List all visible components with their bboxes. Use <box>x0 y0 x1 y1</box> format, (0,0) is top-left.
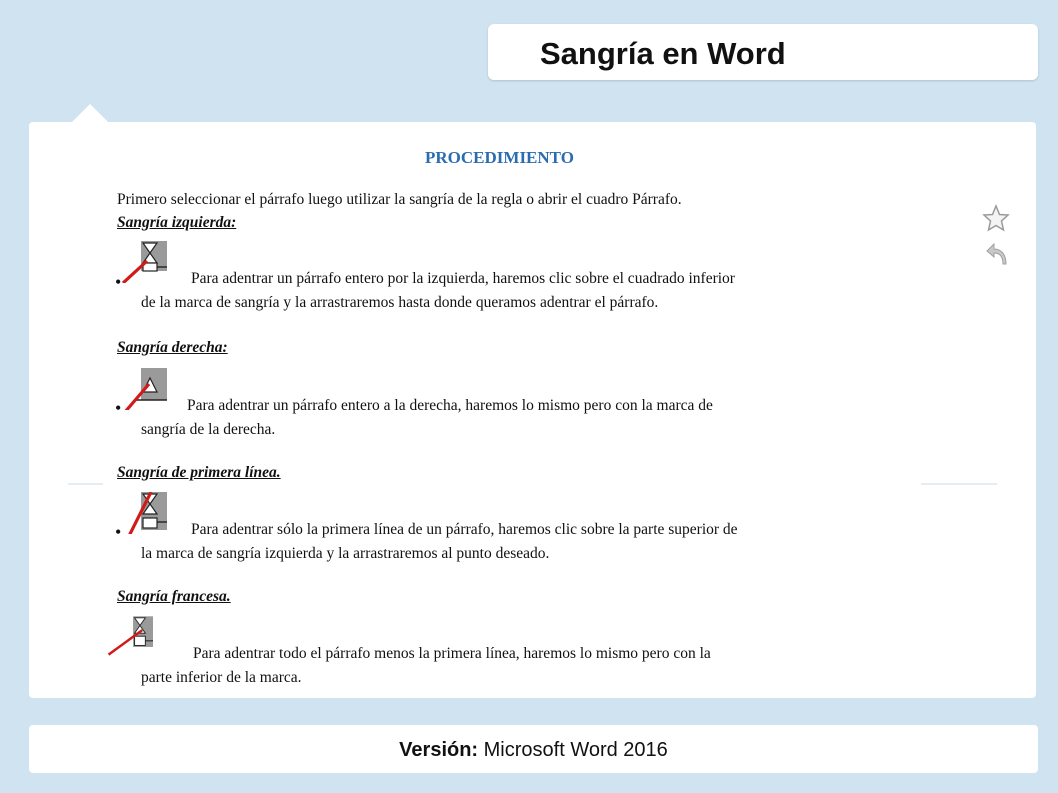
first-line-indent-marker-icon <box>121 492 167 534</box>
section-text-line: Para adentrar sólo la primera línea de un párrafo, haremos clic sobre la parte superior de <box>191 521 738 538</box>
card-notch <box>70 104 110 124</box>
section-title-hanging-indent: Sangría francesa. <box>117 588 231 605</box>
version-text <box>29 739 1038 762</box>
divider-left <box>68 483 104 485</box>
indent-marker-icon <box>121 241 167 283</box>
procedure-heading: PROCEDIMIENTO <box>425 148 574 167</box>
section-title-first-line-indent: Sangría de primera línea. <box>117 464 281 481</box>
page-title: Sangría en Word <box>540 36 786 71</box>
title-box <box>488 24 1038 80</box>
section-text-line: parte inferior de la marca. <box>141 669 302 686</box>
hanging-indent-marker-icon <box>107 616 153 658</box>
section-text-line: de la marca de sangría y la arrastraremos hasta donde queramos adentrar el párrafo. <box>141 294 659 311</box>
footer-box <box>29 725 1038 773</box>
bullet: • <box>115 398 122 418</box>
section-title-left-indent: Sangría izquierda: <box>117 214 237 231</box>
bullet: • <box>115 272 122 292</box>
document-image <box>103 128 921 690</box>
right-indent-marker-icon <box>121 368 167 410</box>
section-text-line: Para adentrar todo el párrafo menos la primera línea, haremos lo mismo pero con la <box>193 645 711 662</box>
bullet: • <box>115 522 122 542</box>
section-text-line: Para adentrar un párrafo entero por la izquierda, haremos clic sobre el cuadrado inferior <box>191 270 735 287</box>
section-text-line: la marca de sangría izquierda y la arrastraremos al punto deseado. <box>141 545 550 562</box>
section-title-right-indent: Sangría derecha: <box>117 339 228 356</box>
divider-right <box>921 483 997 485</box>
version-label: Versión: <box>399 739 479 761</box>
section-text-line: sangría de la derecha. <box>141 421 276 438</box>
intro-text: Primero seleccionar el párrafo luego utilizar la sangría de la regla o abrir el cuadro Párrafo. <box>117 191 682 208</box>
star-icon[interactable] <box>982 204 1010 232</box>
version-value: Microsoft Word 2016 <box>478 739 668 761</box>
undo-arrow-icon[interactable] <box>984 240 1008 270</box>
section-text-line: Para adentrar un párrafo entero a la derecha, haremos lo mismo pero con la marca de <box>187 397 713 414</box>
